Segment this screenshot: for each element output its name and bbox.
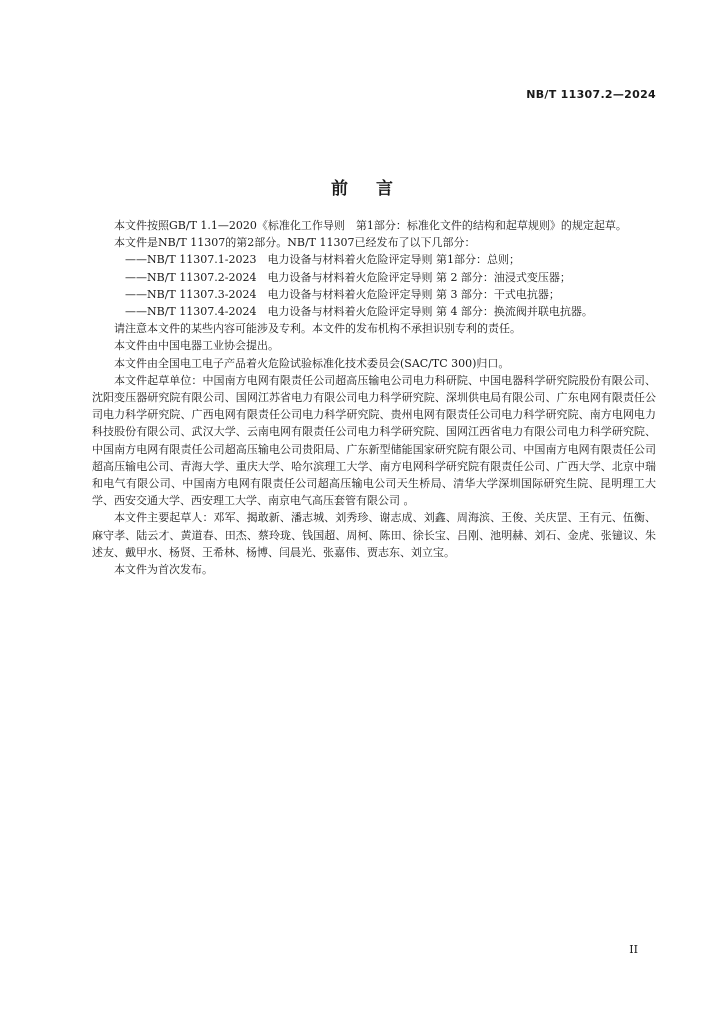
paragraph-drafters: 本文件主要起草人：邓军、揭敢新、潘志城、刘秀珍、谢志成、刘鑫、周海滨、王俊、关庆罡、王有元、伍衡、麻守孝、陆云才、黄道春、田杰、蔡玲珑、钱国超、周柯、陈田、徐长宝、吕刚、池明赫、刘石、金虎、张镱议、朱述友、戴甲水、杨贤、王希林、杨博、闫晨光、张嘉伟、贾志东、刘立宝。 (92, 511, 656, 559)
document-code: NB/T 11307.2—2024 (526, 88, 656, 101)
paragraph-proposer: 本文件由中国电器工业协会提出。 (114, 339, 279, 353)
paragraph-patent-notice: 请注意本文件的某些内容可能涉及专利。本文件的发布机构不承担识别专利的责任。 (114, 322, 521, 336)
list-item-part-3: ——NB/T 11307.3-2024 电力设备与材料着火危险评定导则 第 3 部分：干式电抗器； (125, 287, 560, 301)
paragraph-drafting-units: 本文件起草单位：中国南方电网有限责任公司超高压输电公司电力科研院、中国电器科学研究院股份有限公司、沈阳变压器研究院有限公司、国网江苏省电力有限公司电力科学研究院、深圳供电局有限公司、广东电网有限责任公司电力科学研究院、广西电网有限责任公司电力科学研究院、贵州电网有限责任公司电力科学研究院、南方电网电力科技股份有限公司、武汉大学、云南电网有限责任公司电力科学研究院、国网江西省电力有限公司电力科学研究院、中国南方电网有限责任公司超高压输电公司贵阳局、广东新型储能国家研究院有限公司、中国南方电网有限责任公司超高压输电公司、青海大学、重庆大学、哈尔滨理工大学、南方电网科学研究院有限责任公司、广西大学、北京中瑞和电气有限公司、中国南方电网有限责任公司超高压输电公司天生桥局、清华大学深圳国际研究生院、昆明理工大学、西安交通大学、西安理工大学、南京电气高压套管有限公司 。 (92, 373, 656, 508)
list-item-part-2: ——NB/T 11307.2-2024 电力设备与材料着火危险评定导则 第 2 部分：油浸式变压器； (125, 270, 571, 284)
foreword-body (92, 217, 656, 578)
paragraph-first-release: 本文件为首次发布。 (114, 563, 213, 577)
page-number: II (629, 943, 638, 956)
page-title: 前言 (331, 179, 421, 199)
paragraph-drafting-rules: 本文件按照GB/T 1.1—2020《标准化工作导则 第1部分：标准化文件的结构和起草规则》的规定起草。 (114, 219, 627, 232)
list-item-part-1: ——NB/T 11307.1-2023 电力设备与材料着火危险评定导则 第1部分：总则； (125, 253, 520, 267)
paragraph-series-parts: 本文件是NB/T 11307的第2部分。NB/T 11307已经发布了以下几部分： (114, 236, 476, 250)
paragraph-committee: 本文件由全国电工电子产品着火危险试验标准化技术委员会(SAC/TC 300)归口。 (114, 356, 510, 370)
list-item-part-4: ——NB/T 11307.4-2024 电力设备与材料着火危险评定导则 第 4 部分：换流阀并联电抗器。 (125, 305, 593, 319)
